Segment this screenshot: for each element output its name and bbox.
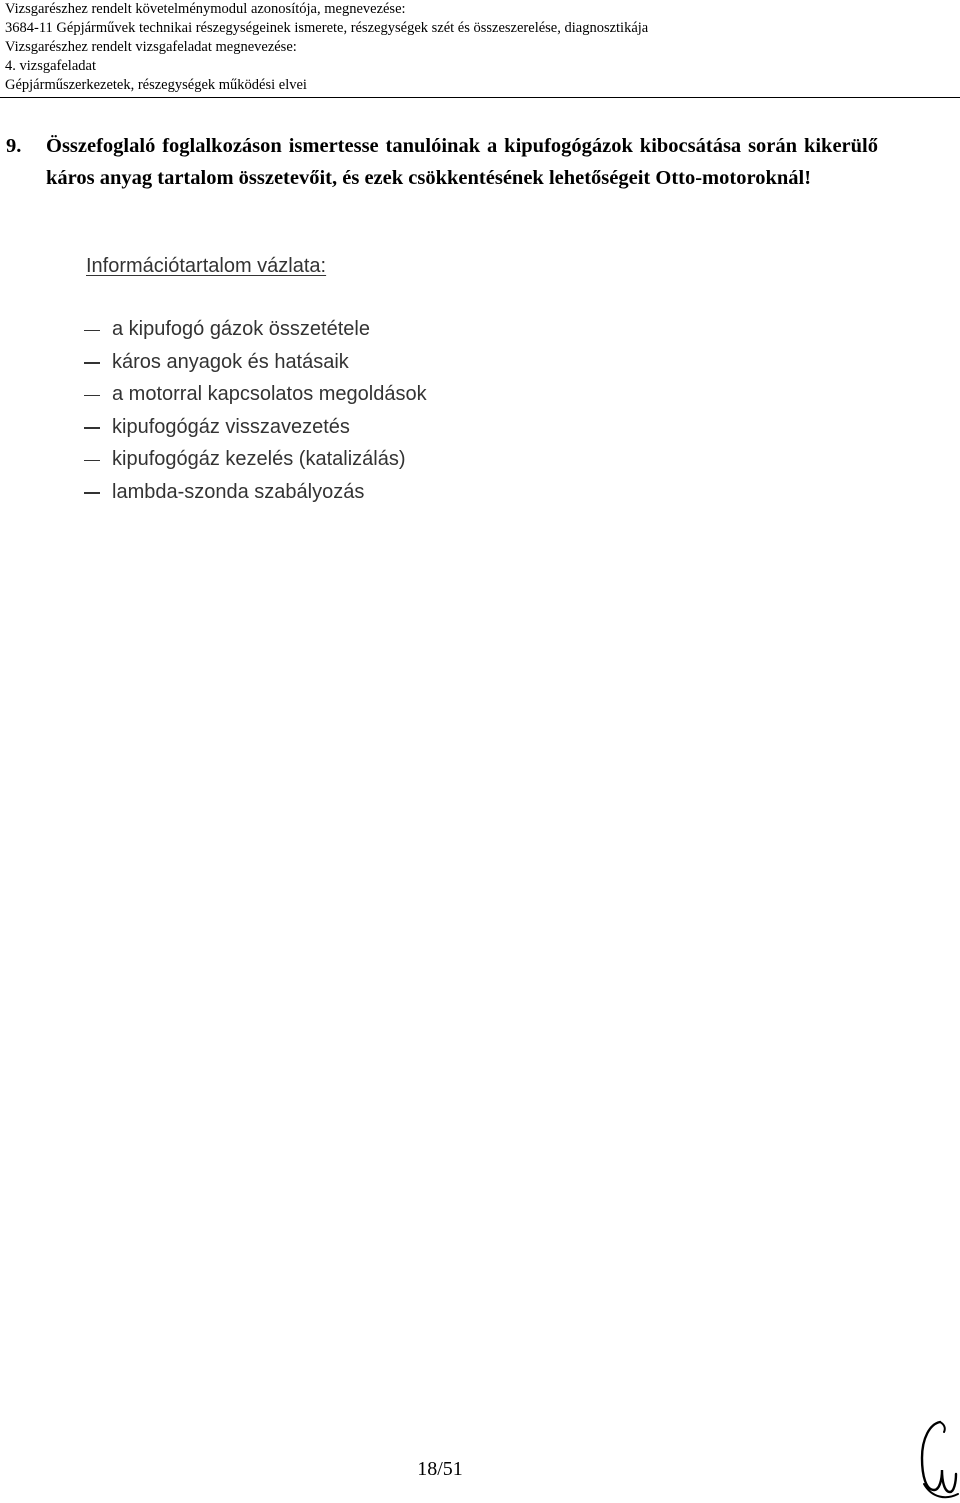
task-text: Összefoglaló foglalkozáson ismertesse tanulóinak a kipufogógázok kibocsátása során kikerülő káros anyag tartalom összetevőit, és ezek csökkentésének lehetőségeit Otto-motoroknál! <box>46 135 878 189</box>
list-item-text: káros anyagok és hatásaik <box>112 350 349 373</box>
dash-bullet-icon <box>84 458 112 462</box>
header-task-label: Vizsgarészhez rendelt vizsgafeladat megnevezése: <box>5 39 297 55</box>
task-block <box>6 130 878 194</box>
handwritten-signature-icon <box>916 1418 960 1503</box>
list-item-text: a motorral kapcsolatos megoldások <box>112 383 427 405</box>
header-module-name: 3684-11 Gépjárművek technikai részegységeinek ismerete, részegységek szét és összeszerelése, diagnosztikája <box>5 20 649 36</box>
list-item <box>84 313 427 346</box>
document-header <box>5 0 945 95</box>
outline-list <box>84 313 427 508</box>
page-number: 18/51 <box>417 1458 463 1480</box>
list-item-text: a kipufogó gázok összetétele <box>112 318 370 340</box>
list-item <box>84 443 427 476</box>
dash-bullet-icon <box>84 425 112 429</box>
list-item <box>84 378 427 411</box>
header-task-number: 4. vizsgafeladat <box>5 58 96 74</box>
list-item <box>84 411 427 444</box>
header-module-label: Vizsgarészhez rendelt követelménymodul azonosítója, megnevezése: <box>5 1 406 17</box>
dash-bullet-icon <box>84 328 112 332</box>
list-item-text: kipufogógáz visszavezetés <box>112 415 350 438</box>
list-item <box>84 346 427 379</box>
dash-bullet-icon <box>84 393 112 397</box>
header-divider <box>0 97 960 98</box>
list-item <box>84 476 427 509</box>
task-number: 9. <box>6 135 22 157</box>
list-item-text: lambda-szonda szabályozás <box>112 480 365 503</box>
dash-bullet-icon <box>84 360 112 364</box>
header-task-name: Gépjárműszerkezetek, részegységek működési elvei <box>5 77 307 93</box>
outline-title: Információtartalom vázlata: <box>86 255 327 277</box>
dash-bullet-icon <box>84 490 112 494</box>
list-item-text: kipufogógáz kezelés (katalizálás) <box>112 448 406 470</box>
